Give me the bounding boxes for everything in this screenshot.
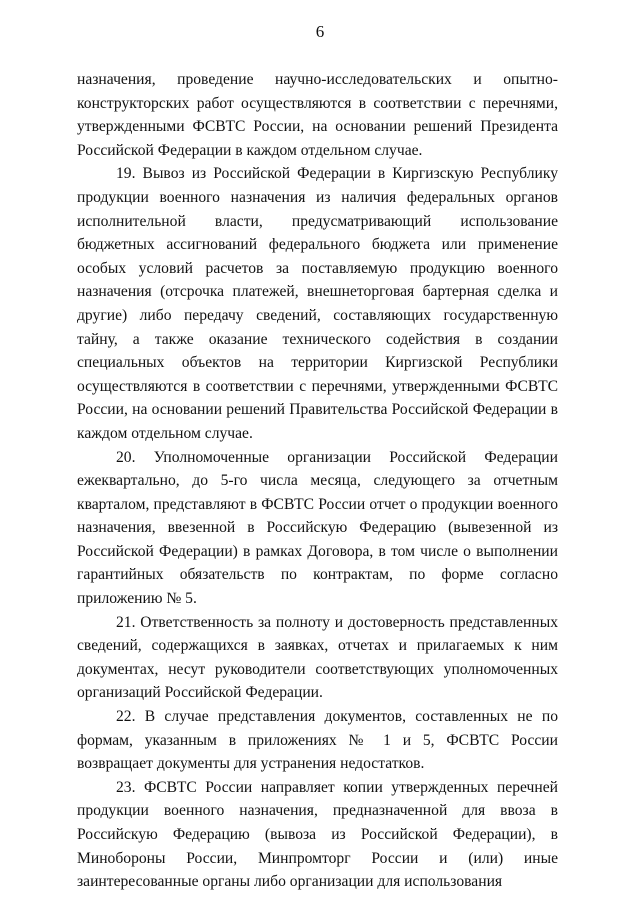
paragraph-23: 23. ФСВТС России направляет копии утвержденных перечней продукции военного назначения, предназначенной для ввоза в Российскую Федерацию (вывоза из Российской Федерации), в Минобороны России, Минпромторг России и (или) иные заинтересованные органы либо организации для использования — [77, 778, 558, 891]
document-body — [77, 68, 558, 894]
paragraph-22: 22. В случае представления документов, составленных не по формам, указанным в приложениях № 1 и 5, ФСВТС России возвращает документы для устранения недостатков. — [77, 708, 558, 773]
paragraph-continuation: назначения, проведение научно-исследовательских и опытно-конструкторских работ осуществляются в соответствии с перечнями, утвержденными ФСВТС России, на основании решений Президента Российской Федерации в каждом отдельном случае. — [77, 71, 558, 159]
paragraph-19: 19. Вывоз из Российской Федерации в Киргизскую Республику продукции военного назначения из наличия федеральных органов исполнительной власти, предусматривающий использование бюджетных ассигнований федерального бюджета или применение особых условий расчетов за поставляемую продукцию военного назначения (отсрочка платежей, внешнеторговая бартерная сделка и другие) либо передачу сведений, составляющих государственную тайну, а также оказание технического содействия в создании специальных объектов на территории Киргизской Республики осуществляются в соответствии с перечнями, утвержденными ФСВТС России, на основании решений Правительства Российской Федерации в каждом отдельном случае. — [77, 165, 558, 442]
paragraph-21: 21. Ответственность за полноту и достоверность представленных сведений, содержащихся в заявках, отчетах и прилагаемых к ним документах, несут руководители соответствующих уполномоченных организаций Российской Федерации. — [77, 613, 558, 702]
paragraph-20: 20. Уполномоченные организации Российской Федерации ежеквартально, до 5-го числа месяца, следующего за отчетным кварталом, представляют в ФСВТС России отчет о продукции военного назначения, ввезенной в Российскую Федерацию (вывезенной из Российской Федерации) в рамках Договора, в том числе о выполнении гарантийных обязательств по контрактам, по форме согласно приложению № 5. — [77, 448, 558, 608]
page-number: 6 — [315, 22, 325, 41]
